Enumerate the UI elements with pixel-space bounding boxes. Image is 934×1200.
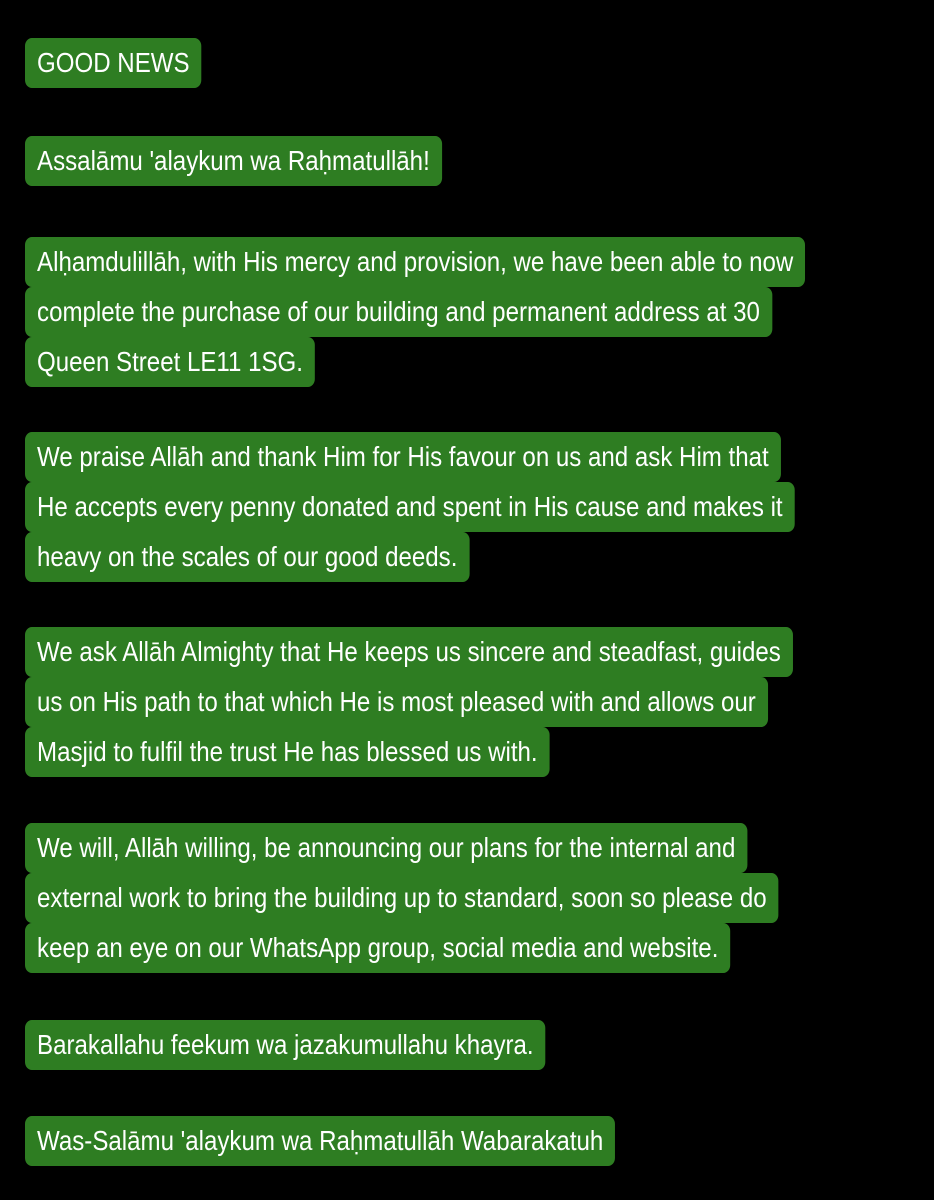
closing: Barakallahu feekum wa jazakumullahu khayra. — [25, 1020, 546, 1070]
paragraph-2-line-3: heavy on the scales of our good deeds. — [25, 532, 469, 582]
signoff: Was-Salāmu 'alaykum wa Raḥmatullāh Wabarakatuh — [25, 1116, 615, 1166]
paragraph-1-line-1: Alḥamdulillāh, with His mercy and provision, we have been able to now — [25, 237, 805, 287]
paragraph-1-line-3: Queen Street LE11 1SG. — [25, 337, 315, 387]
paragraph-3-line-3: Masjid to fulfil the trust He has blessed us with. — [25, 727, 550, 777]
heading: GOOD NEWS — [25, 38, 202, 88]
paragraph-3-line-2: us on His path to that which He is most pleased with and allows our — [25, 677, 768, 727]
greeting: Assalāmu 'alaykum wa Raḥmatullāh! — [25, 136, 442, 186]
paragraph-3-line-1: We ask Allāh Almighty that He keeps us sincere and steadfast, guides — [25, 627, 793, 677]
paragraph-4-line-2: external work to bring the building up to standard, soon so please do — [25, 873, 779, 923]
paragraph-4-line-1: We will, Allāh willing, be announcing our plans for the internal and — [25, 823, 747, 873]
paragraph-1-line-2: complete the purchase of our building and permanent address at 30 — [25, 287, 772, 337]
paragraph-2-line-1: We praise Allāh and thank Him for His favour on us and ask Him that — [25, 432, 781, 482]
paragraph-4-line-3: keep an eye on our WhatsApp group, social media and website. — [25, 923, 730, 973]
paragraph-2-line-2: He accepts every penny donated and spent in His cause and makes it — [25, 482, 795, 532]
